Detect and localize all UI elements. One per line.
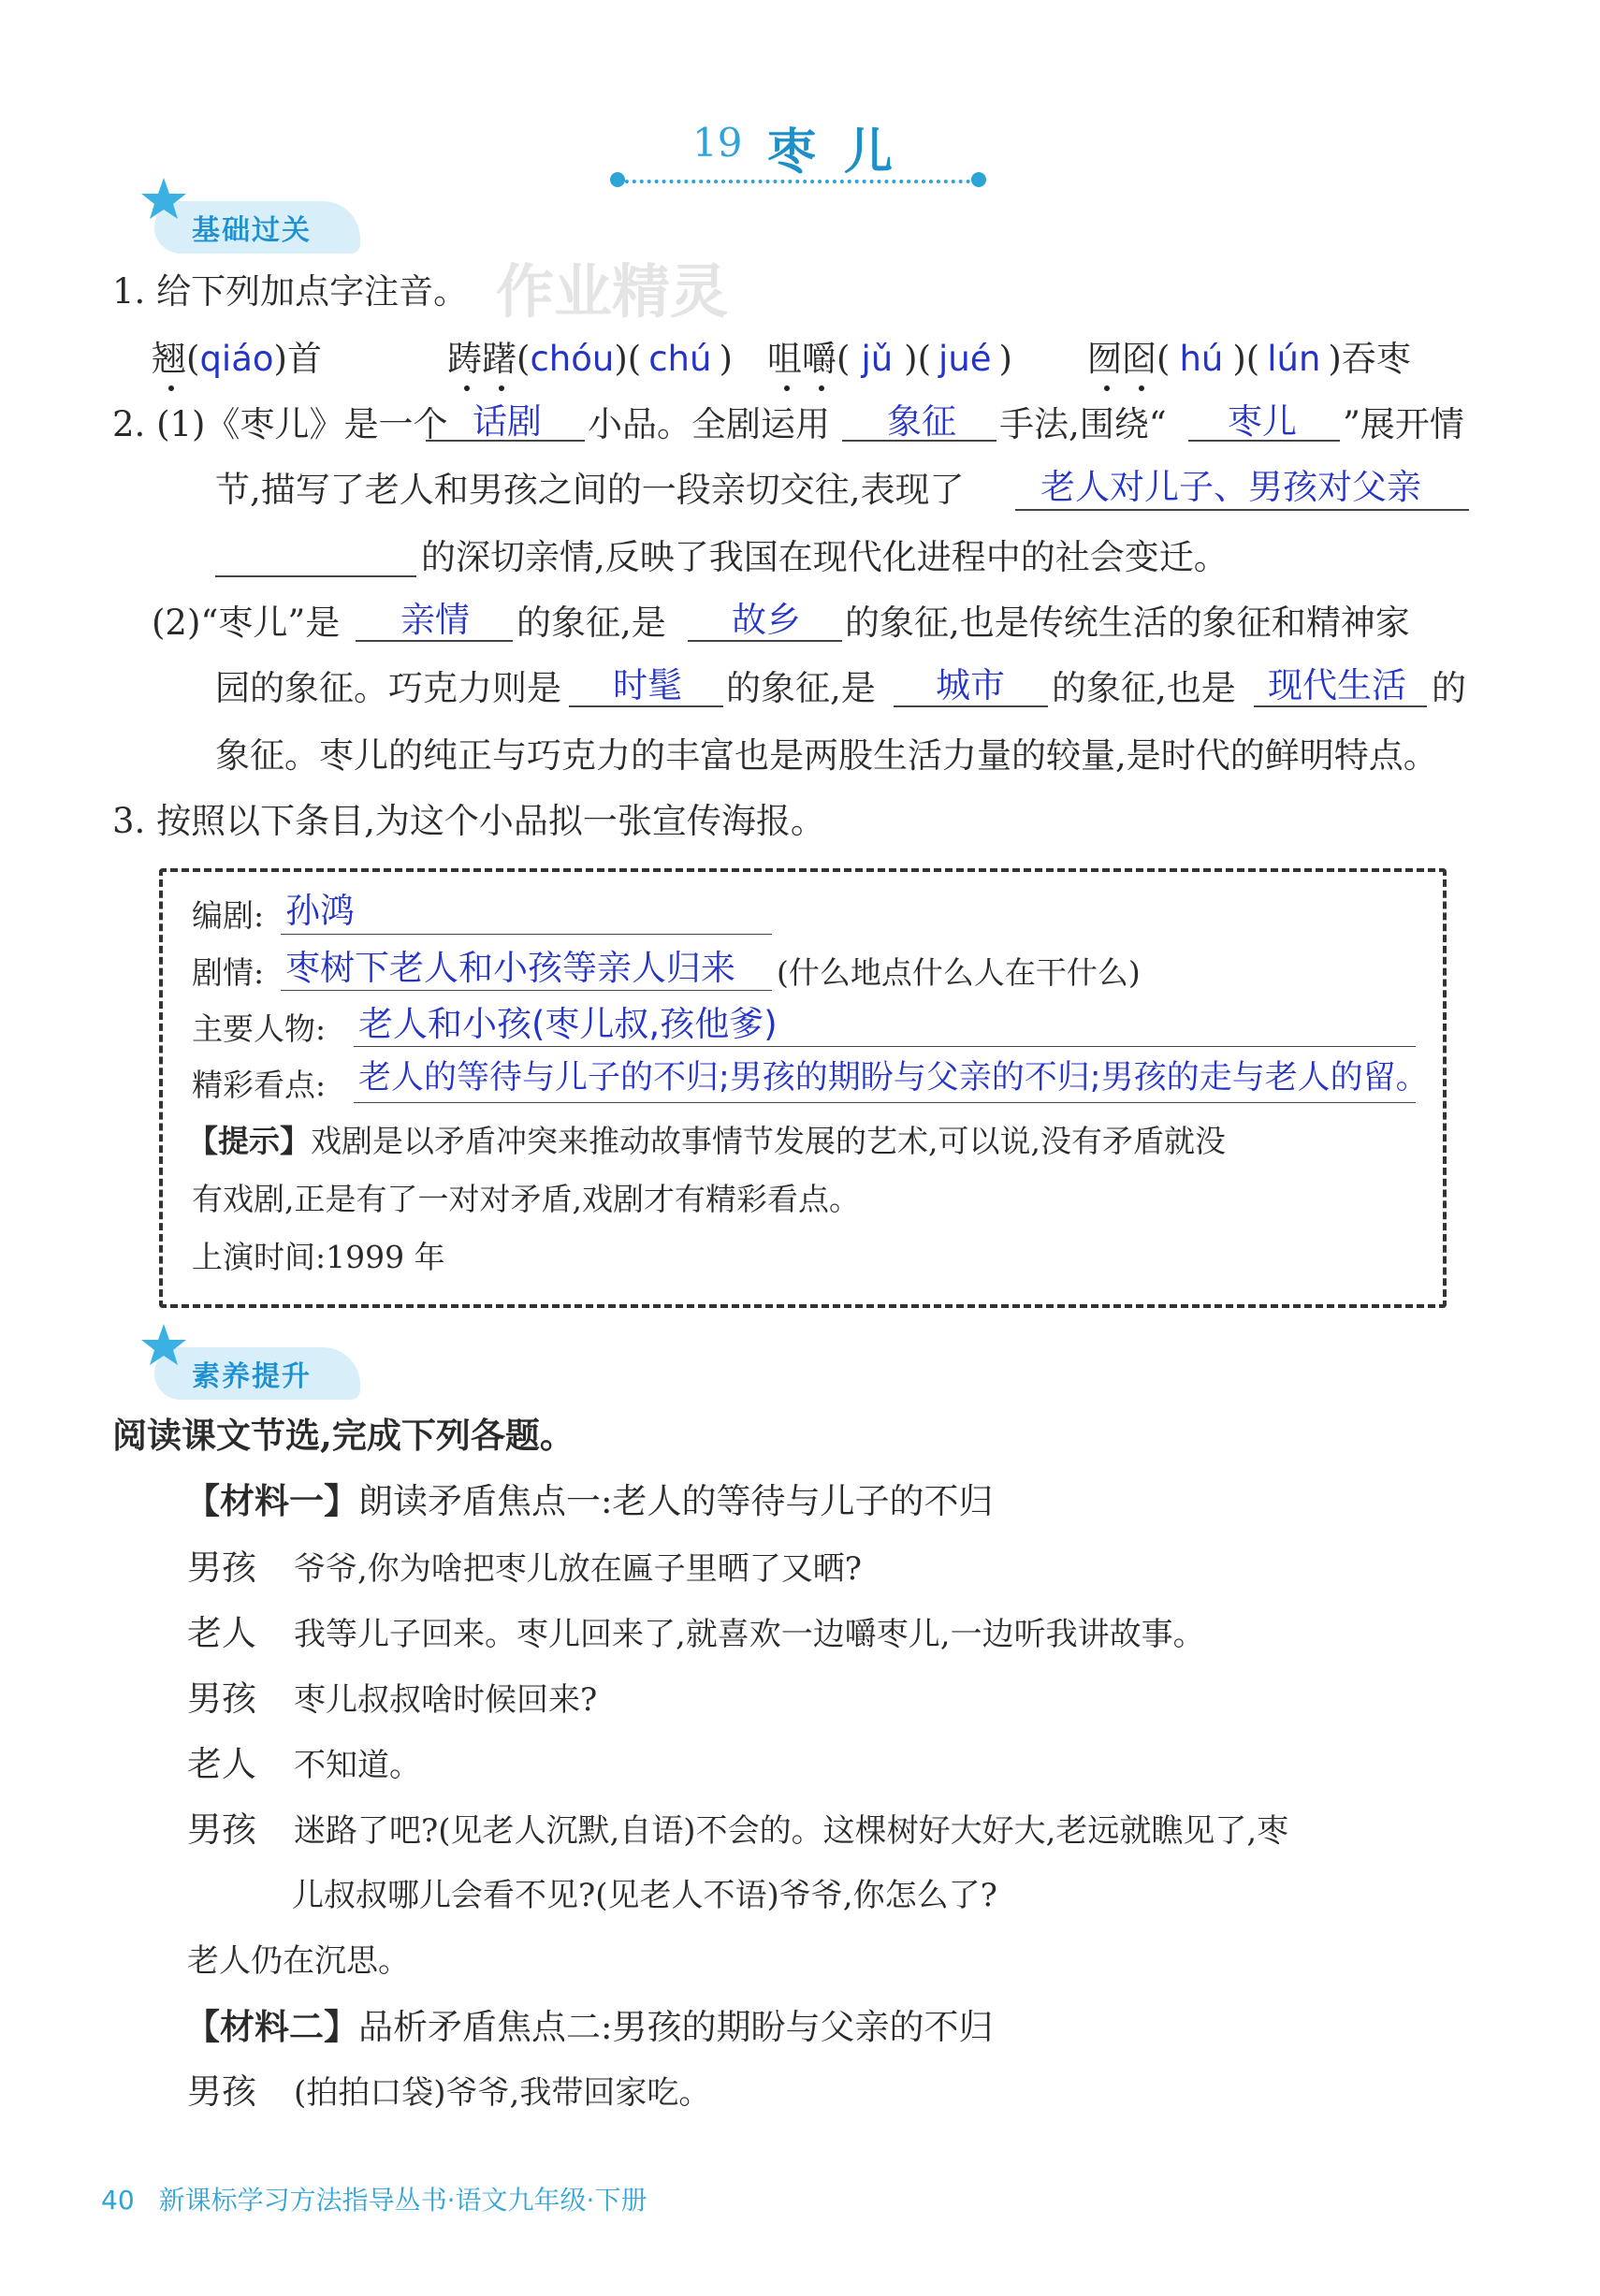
speaker: 老人 [187,1744,256,1784]
blank-line [894,705,1048,707]
speaker: 男孩 [187,2071,256,2112]
q2-p2-f: 的象征,也是 [1052,668,1236,708]
speech: 迷路了吧?(见老人沉默,自语)不会的。这棵树好大好大,老远就瞧见了,枣 [294,1812,1289,1850]
highlight-answer: 老人的等待与儿子的不归;男孩的期盼与父亲的不归;男孩的走与老人的留。 [358,1059,1429,1097]
q2-p2-answer-1: 亲情 [400,600,470,640]
q1-answer-2b: chú [648,339,712,379]
writer-label: 编剧: [192,897,265,934]
emphasis-dot [1139,385,1144,391]
q1-word-1: 翘 [152,339,186,379]
q2-p2-answer-2: 故乡 [732,600,801,640]
speech: 不知道。 [294,1747,421,1784]
dialogue-line [187,2070,710,2115]
emphasis-dot [168,385,174,391]
date-label: 上演时间: [192,1239,327,1275]
q2-p1-e: 节,描写了老人和男孩之间的一段亲切交往,表现了 [215,470,965,510]
speech: 我等儿子回来。枣儿回来了,就喜欢一边嚼枣儿,一边听我讲故事。 [294,1616,1205,1653]
q1-tail-4: 吞枣 [1341,339,1411,379]
reading-instruction: 阅读课文节选,完成下列各题。 [112,1415,575,1456]
title-dot-right [971,172,986,187]
tip-label: 【提示】 [187,1123,311,1159]
section-badge-basics [117,173,370,257]
q1-stem: 1. 给下列加点字注音。 [112,271,469,312]
blank-line [356,640,513,642]
q1-answer-4a: hú [1179,339,1224,379]
dialogue-line [187,1742,421,1788]
watermark: 作业精灵 [496,257,729,326]
footer [101,2180,647,2217]
writer-answer: 孙鸿 [285,891,355,931]
dialogue-line [187,1808,1288,1853]
q2-p2-d: 园的象征。巧克力则是 [215,668,561,708]
q1-item-3 [767,337,1012,382]
blank-line [1015,509,1469,511]
material-1-label: 【材料一】 [185,1480,358,1521]
q2-p1-f: 的深切亲情,反映了我国在现代化进程中的社会变迁。 [421,537,1229,577]
lesson-title [599,112,992,196]
material-2-label: 【材料二】 [185,2006,358,2047]
dialogue-line [187,1611,1205,1657]
q1-answer-2a: chóu [530,339,615,379]
dialogue-line [187,1677,597,1722]
q2-answer-3: 枣儿 [1228,401,1297,442]
tip-line-1 [187,1119,1226,1164]
emphasis-dot [464,385,470,391]
blank-line [1188,440,1340,442]
date-line [192,1235,445,1280]
speech: 爷爷,你为啥把枣儿放在匾子里晒了又晒? [294,1550,863,1588]
q1-answer-3b: jué [938,339,992,379]
paren: )( [1232,339,1260,379]
stage-direction: 老人仍在沉思。 [187,1942,410,1980]
q2-answer-1: 话剧 [473,401,542,442]
q2-p2-answer-3: 时髦 [613,665,682,705]
blank-line [215,575,416,577]
footer-series: 新课标学习方法指导丛书·语文九年级·下册 [158,2185,647,2216]
page-number: 40 [101,2185,135,2216]
dialogue-continuation: 儿叔叔哪儿会看不见?(见老人不语)爷爷,你怎么了? [292,1877,997,1914]
paren: )( [904,339,932,379]
q1-item-1 [152,337,322,382]
q2-p2-g: 的 [1432,668,1466,708]
q2-p1-b: 小品。全剧运用 [588,404,830,444]
q2-p2-c: 的象征,也是传统生活的象征和精神家 [845,603,1410,643]
speech: (拍拍口袋)爷爷,我带回家吃。 [294,2074,711,2112]
q1-item-2 [447,337,733,382]
star-icon [136,1319,192,1366]
q2-p2-a: (2)“枣儿”是 [152,603,341,643]
blank-line [842,440,996,442]
plot-label: 剧情: [192,954,265,991]
blank-line [281,990,772,991]
q2-p2-answer-5: 现代生活 [1268,665,1406,705]
speaker: 男孩 [187,1548,256,1588]
material-1-text: 朗读矛盾焦点一:老人的等待与儿子的不归 [358,1481,994,1521]
badge-improve-text: 素养提升 [192,1360,312,1393]
title-underline [618,180,978,183]
emphasis-dot [1104,385,1110,391]
q2-p1-d: ”展开情 [1343,404,1464,444]
q1-tail-1: 首 [286,339,322,379]
tip-text-2: 有戏剧,正是有了一对对矛盾,戏剧才有精彩看点。 [192,1181,860,1217]
dialogue-line [187,1546,862,1591]
blank-line [1254,705,1427,707]
paren: ( [836,339,851,379]
blank-line [281,934,772,935]
speaker: 男孩 [187,1678,256,1719]
paren: ( [186,339,200,379]
paren: ( [1156,339,1171,379]
q2-answer-2: 象征 [887,401,956,442]
paren: ) [719,339,733,379]
paren: ) [998,339,1012,379]
plot-answer: 枣树下老人和小孩等亲人归来 [285,948,735,988]
q2-p2-h: 象征。枣儿的纯正与巧克力的丰富也是两股生活力量的较量,是时代的鲜明特点。 [215,735,1438,776]
material-2-text: 品析矛盾焦点二:男孩的期盼与父亲的不归 [358,2007,994,2047]
q1-item-4 [1087,337,1411,382]
lesson-number: 19 [692,120,743,166]
q1-answer-1: qiáo [199,339,274,379]
speaker: 男孩 [187,1809,256,1850]
cast-label: 主要人物: [192,1010,327,1047]
emphasis-dot [499,385,504,391]
paren: ( [516,339,531,379]
paren: ) [1328,339,1342,379]
blank-line [569,705,723,707]
star-icon [136,173,192,220]
q2-p2-answer-4: 城市 [936,665,1005,705]
emphasis-dot [819,385,824,391]
blank-line [354,1046,1416,1047]
title-dot-left [610,172,625,187]
emphasis-dot [784,385,790,391]
speech: 枣儿叔叔啥时候回来? [294,1681,598,1719]
q2-p1-a: 2. (1)《枣儿》是一个 [112,404,448,444]
material-1-heading [185,1478,993,1524]
q1-word-2: 踌躇 [447,339,516,379]
tip-text-1: 戏剧是以矛盾冲突来推动故事情节发展的艺术,可以说,没有矛盾就没 [311,1123,1226,1159]
q2-answer-4: 老人对儿子、男孩对父亲 [1040,467,1421,507]
q1-answer-4b: lún [1267,339,1321,379]
lesson-title-text: 枣儿 [767,124,922,181]
paren: )( [614,339,642,379]
cast-answer: 老人和小孩(枣儿叔,孩他爹) [358,1004,778,1044]
q2-p1-c: 手法,围绕“ [999,404,1167,444]
badge-basics-text: 基础过关 [192,214,312,247]
q2-p2-b: 的象征,是 [516,603,666,643]
blank-line [688,640,842,642]
blank-line [426,440,585,442]
paren: ) [273,339,287,379]
q3-stem: 3. 按照以下条目,为这个小品拟一张宣传海报。 [112,801,825,841]
q1-word-3: 咀嚼 [767,339,836,379]
q2-p2-e: 的象征,是 [726,668,876,708]
highlight-label: 精彩看点: [192,1067,327,1103]
q1-answer-3a: jǔ [861,339,894,379]
blank-line [354,1102,1416,1103]
material-2-heading [185,2004,993,2050]
plot-hint: (什么地点什么人在干什么) [777,954,1141,991]
date-value: 1999 年 [326,1239,445,1275]
section-badge-improve [117,1319,370,1403]
q1-word-4: 囫囵 [1087,339,1156,379]
speaker: 老人 [187,1613,256,1653]
